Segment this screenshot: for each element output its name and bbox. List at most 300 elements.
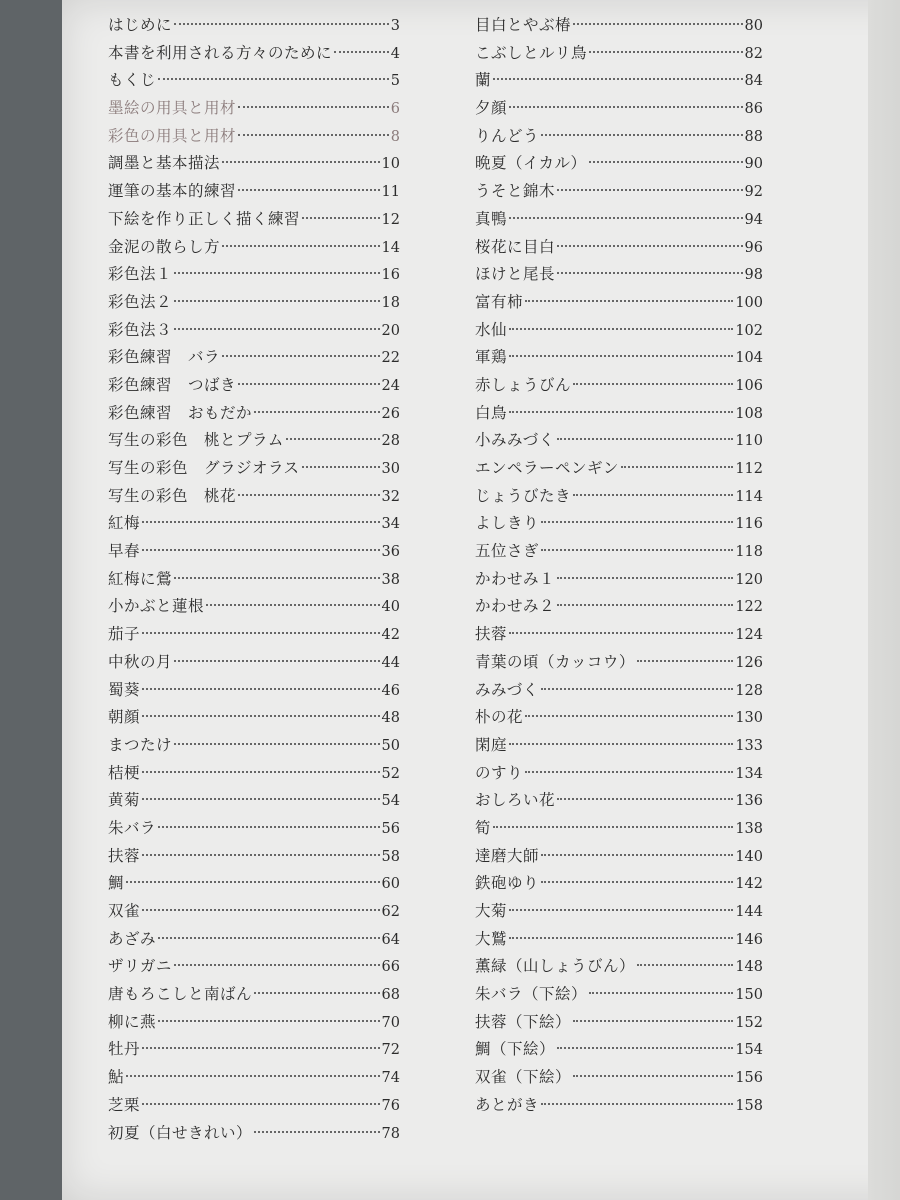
toc-entry-page: 138 <box>735 820 763 837</box>
toc-entry-title: まつたけ <box>108 735 173 754</box>
toc-entry <box>475 455 763 483</box>
toc-entry-title: 五位さぎ <box>475 542 540 561</box>
dot-leader <box>142 521 380 523</box>
toc-entry <box>108 234 400 262</box>
toc-entry <box>475 1036 763 1064</box>
toc-entry-title: 桜花に目白 <box>475 237 556 256</box>
toc-entry <box>108 760 400 788</box>
dot-leader <box>142 909 380 911</box>
toc-entry-page: 12 <box>381 211 400 228</box>
toc-entry-page: 96 <box>744 239 763 256</box>
toc-entry-page: 74 <box>381 1070 400 1087</box>
toc-entry-page: 42 <box>381 627 400 644</box>
toc-entry <box>475 760 763 788</box>
toc-entry <box>108 649 400 677</box>
toc-entry-title: 青葉の頃（カッコウ） <box>475 652 635 671</box>
toc-entry-title: かわせみ２ <box>475 597 556 616</box>
toc-entry-page: 58 <box>381 848 400 865</box>
dot-leader <box>541 134 743 136</box>
toc-entry <box>475 704 763 732</box>
toc-entry-title: 閑庭 <box>475 735 508 754</box>
dot-leader <box>509 411 733 413</box>
toc-entry <box>108 538 400 566</box>
toc-entry-page: 158 <box>735 1097 763 1114</box>
dot-leader <box>589 161 743 163</box>
toc-entry-title: はじめに <box>108 16 173 34</box>
toc-entry-page: 146 <box>735 931 763 948</box>
dot-leader <box>142 854 380 856</box>
toc-entry <box>475 234 763 262</box>
toc-entry-page: 82 <box>744 45 763 62</box>
toc-entry-page: 106 <box>735 377 763 394</box>
toc-entry-title: 小かぶと蓮根 <box>108 597 205 616</box>
toc-entry-title: あとがき <box>475 1095 540 1114</box>
toc-entry <box>475 1009 763 1037</box>
toc-entry-title: 本書を利用される方々のために <box>108 43 333 62</box>
toc-entry <box>475 677 763 705</box>
toc-entry <box>475 317 763 345</box>
dot-leader <box>222 245 380 247</box>
toc-entry <box>108 898 400 926</box>
toc-entry-page: 4 <box>390 45 400 62</box>
toc-entry-page: 6 <box>390 101 400 118</box>
dot-leader <box>142 798 380 800</box>
dot-leader <box>222 161 380 163</box>
toc-entry <box>108 483 400 511</box>
toc-entry-page: 134 <box>735 765 763 782</box>
toc-entry-title: 水仙 <box>475 320 508 339</box>
toc-entry-page: 11 <box>381 184 400 201</box>
toc-entry-title: 鮎 <box>108 1068 125 1087</box>
toc-entry-page: 50 <box>381 737 400 754</box>
dot-leader <box>302 466 380 468</box>
toc-entry <box>108 427 400 455</box>
toc-entry <box>108 206 400 234</box>
toc-entry-page: 10 <box>381 156 400 173</box>
toc-entry-page: 133 <box>735 737 763 754</box>
toc-column-right <box>475 12 763 1120</box>
toc-entry-page: 60 <box>381 876 400 893</box>
toc-entry-title: 双雀 <box>108 902 141 920</box>
toc-entry-title: もくじ <box>108 71 157 90</box>
toc-entry <box>108 40 400 68</box>
toc-entry-title: みみづく <box>475 680 539 699</box>
dot-leader <box>254 1131 380 1133</box>
toc-entry-page: 3 <box>390 18 400 34</box>
toc-entry <box>475 344 763 372</box>
toc-entry-title: 朱バラ（下絵） <box>475 985 588 1004</box>
toc-entry-page: 8 <box>390 128 400 145</box>
toc-entry-page: 154 <box>735 1042 763 1059</box>
dot-leader <box>573 23 743 25</box>
toc-entry-page: 116 <box>735 516 763 533</box>
dot-leader <box>206 604 380 606</box>
toc-entry <box>108 1120 400 1148</box>
toc-entry-page: 78 <box>381 1125 400 1142</box>
toc-entry-title: 写生の彩色 桃とプラム <box>108 431 284 450</box>
toc-entry-title: 彩色練習 おもだか <box>108 403 253 422</box>
toc-entry <box>108 787 400 815</box>
toc-entry <box>475 123 763 151</box>
dot-leader <box>302 217 380 219</box>
toc-entry <box>475 372 763 400</box>
toc-entry <box>108 372 400 400</box>
toc-entry-page: 44 <box>381 654 400 671</box>
toc-entry-title: 蜀葵 <box>108 680 141 699</box>
toc-entry-page: 92 <box>744 184 763 201</box>
toc-entry-title: 朴の花 <box>475 708 524 727</box>
toc-entry <box>108 843 400 871</box>
toc-entry-title: 鯛（下絵） <box>475 1040 556 1059</box>
toc-entry <box>475 1064 763 1092</box>
toc-entry-page: 126 <box>735 654 763 671</box>
toc-entry <box>108 1064 400 1092</box>
toc-entry <box>475 898 763 926</box>
toc-entry <box>475 621 763 649</box>
toc-entry-page: 112 <box>735 461 763 477</box>
toc-entry-page: 16 <box>381 267 400 284</box>
toc-entry <box>475 483 763 511</box>
dot-leader <box>541 688 734 690</box>
dot-leader <box>509 909 733 911</box>
toc-entry-title: じょうびたき <box>475 486 572 505</box>
toc-entry-title: こぶしとルリ鳥 <box>475 43 588 62</box>
dot-leader <box>142 632 380 634</box>
toc-entry-page: 36 <box>381 544 400 561</box>
toc-entry-page: 54 <box>381 793 400 810</box>
dot-leader <box>573 383 733 385</box>
dot-leader <box>238 189 380 191</box>
toc-entry <box>475 953 763 981</box>
toc-entry-title: あざみ <box>108 929 157 948</box>
dot-leader <box>541 1103 733 1105</box>
toc-entry <box>108 953 400 981</box>
toc-entry-page: 40 <box>381 599 400 616</box>
dot-leader <box>557 1047 733 1049</box>
dot-leader <box>541 854 733 856</box>
toc-entry-title: 彩色練習 つばき <box>108 375 237 394</box>
toc-entry-title: 茄子 <box>108 625 141 644</box>
dot-leader <box>525 771 733 773</box>
dot-leader <box>238 494 380 496</box>
toc-entry <box>108 621 400 649</box>
toc-entry-title: 夕顔 <box>475 99 508 118</box>
dot-leader <box>541 549 733 551</box>
dot-leader <box>126 1075 380 1077</box>
toc-entry <box>475 510 763 538</box>
toc-entry <box>108 926 400 954</box>
toc-entry-title: 扶蓉（下絵） <box>475 1012 572 1031</box>
toc-entry-page: 136 <box>735 793 763 810</box>
toc-entry-title: 彩色法２ <box>108 292 173 311</box>
dot-leader <box>541 521 733 523</box>
toc-entry-title: 運筆の基本的練習 <box>108 182 237 201</box>
dot-leader <box>557 189 743 191</box>
toc-entry-title: 写生の彩色 桃花 <box>108 486 237 505</box>
toc-entry <box>108 677 400 705</box>
toc-entry-title: のすり <box>475 763 524 782</box>
toc-entry <box>108 150 400 178</box>
toc-entry <box>475 593 763 621</box>
toc-entry-page: 76 <box>381 1097 400 1114</box>
toc-entry-title: 扶蓉 <box>108 846 141 865</box>
toc-entry <box>108 317 400 345</box>
dot-leader <box>142 771 380 773</box>
toc-entry-page: 28 <box>381 433 400 450</box>
toc-entry <box>108 593 400 621</box>
toc-entry <box>475 289 763 317</box>
dot-leader <box>637 660 733 662</box>
toc-entry <box>108 510 400 538</box>
toc-entry-page: 140 <box>735 848 763 865</box>
toc-entry-title: 調墨と基本描法 <box>108 154 221 173</box>
toc-entry-title: おしろい花 <box>475 791 556 810</box>
toc-entry-title: 鉄砲ゆり <box>475 874 540 893</box>
toc-entry <box>108 344 400 372</box>
toc-entry-title: 芝栗 <box>108 1095 141 1114</box>
toc-entry-title: 小みみづく <box>475 431 555 450</box>
toc-entry <box>108 815 400 843</box>
page-edge <box>868 0 900 1200</box>
toc-entry-title: かわせみ１ <box>475 569 556 588</box>
toc-entry-title: 彩色法３ <box>108 320 173 339</box>
toc-entry-page: 114 <box>735 488 763 505</box>
toc-entry-title: 目白とやぶ椿 <box>475 16 572 34</box>
toc-entry-title: 大菊 <box>475 902 508 920</box>
toc-entry-page: 64 <box>381 931 400 948</box>
toc-entry-title: 彩色法１ <box>108 265 173 284</box>
toc-entry-page: 24 <box>381 377 400 394</box>
dot-leader <box>509 632 733 634</box>
toc-entry <box>475 815 763 843</box>
toc-entry-page: 80 <box>744 18 763 34</box>
dot-leader <box>589 51 743 53</box>
toc-entry <box>108 455 400 483</box>
toc-entry <box>475 67 763 95</box>
toc-entry-page: 34 <box>381 516 400 533</box>
toc-entry-title: 彩色の用具と用材 <box>108 126 237 145</box>
toc-column-left <box>108 12 400 1147</box>
toc-entry <box>475 538 763 566</box>
dot-leader <box>174 743 380 745</box>
dot-leader <box>286 438 380 440</box>
toc-entry-page: 84 <box>744 73 763 90</box>
dot-leader <box>174 272 380 274</box>
dot-leader <box>509 217 743 219</box>
toc-entry-page: 22 <box>381 350 400 367</box>
toc-entry-page: 130 <box>735 710 763 727</box>
toc-entry-title: 富有柿 <box>475 292 524 311</box>
toc-entry-title: 達磨大師 <box>475 846 540 865</box>
dot-leader <box>573 494 733 496</box>
toc-entry-page: 18 <box>381 294 400 311</box>
toc-entry-title: 薫緑（山しょうびん） <box>475 957 636 976</box>
toc-entry-page: 48 <box>381 710 400 727</box>
dot-leader <box>589 992 733 994</box>
toc-entry <box>108 289 400 317</box>
toc-entry-page: 148 <box>735 959 763 976</box>
toc-entry-page: 142 <box>735 876 763 893</box>
dot-leader <box>525 300 733 302</box>
dot-leader <box>573 1020 733 1022</box>
toc-entry <box>108 566 400 594</box>
toc-entry <box>475 787 763 815</box>
toc-entry-page: 128 <box>735 682 763 699</box>
dot-leader <box>238 134 389 136</box>
toc-entry-page: 124 <box>735 627 763 644</box>
toc-entry-title: 初夏（白せきれい） <box>108 1123 253 1142</box>
toc-entry-title: 写生の彩色 グラジオラス <box>108 459 300 477</box>
dot-leader <box>525 715 733 717</box>
dot-leader <box>158 937 380 939</box>
toc-entry <box>108 95 400 123</box>
toc-entry-title: 中秋の月 <box>108 652 173 671</box>
dot-leader <box>158 826 380 828</box>
toc-entry <box>475 261 763 289</box>
dot-leader <box>222 355 380 357</box>
toc-entry-page: 102 <box>735 322 763 339</box>
toc-entry-title: 大鷲 <box>475 929 508 948</box>
dot-leader <box>142 715 380 717</box>
dot-leader <box>334 51 389 53</box>
toc-entry-page: 70 <box>381 1014 400 1031</box>
toc-entry-title: 墨絵の用具と用材 <box>108 99 237 118</box>
toc-entry <box>475 427 763 455</box>
toc-entry-title: 金泥の散らし方 <box>108 237 221 256</box>
toc-entry-title: ほけと尾長 <box>475 265 556 284</box>
toc-entry-page: 30 <box>381 461 400 477</box>
dot-leader <box>142 688 380 690</box>
toc-entry-title: 紅梅に鶯 <box>108 569 173 588</box>
dot-leader <box>238 383 380 385</box>
toc-entry-title: 白鳥 <box>475 403 508 422</box>
dot-leader <box>637 964 733 966</box>
toc-entry-page: 110 <box>735 433 763 450</box>
dot-leader <box>541 881 733 883</box>
toc-entry-page: 150 <box>735 987 763 1004</box>
toc-entry-page: 32 <box>381 488 400 505</box>
toc-entry-title: よしきり <box>475 514 540 533</box>
toc-entry-page: 104 <box>735 350 763 367</box>
dot-leader <box>509 937 733 939</box>
toc-entry-page: 26 <box>381 405 400 422</box>
toc-entry-title: エンペラーペンギン <box>475 459 619 477</box>
dot-leader <box>142 1103 380 1105</box>
toc-entry <box>108 67 400 95</box>
toc-entry-title: 扶蓉 <box>475 625 508 644</box>
dot-leader <box>254 992 380 994</box>
dot-leader <box>142 549 380 551</box>
toc-entry-page: 100 <box>735 294 763 311</box>
toc-entry-title: 彩色練習 バラ <box>108 348 221 367</box>
dot-leader <box>493 78 743 80</box>
toc-entry <box>475 843 763 871</box>
toc-entry-title: 柳に燕 <box>108 1012 157 1031</box>
toc-entry <box>475 649 763 677</box>
dot-leader <box>142 1047 380 1049</box>
dot-leader <box>174 300 380 302</box>
dot-leader <box>557 577 733 579</box>
toc-entry <box>475 566 763 594</box>
toc-entry-page: 72 <box>381 1042 400 1059</box>
toc-entry-page: 120 <box>735 571 763 588</box>
toc-entry <box>108 12 400 40</box>
toc-entry <box>475 95 763 123</box>
toc-entry-title: 黄菊 <box>108 791 141 810</box>
toc-entry <box>475 12 763 40</box>
toc-entry-title: 軍鶏 <box>475 348 508 367</box>
toc-entry-page: 94 <box>744 211 763 228</box>
toc-entry <box>475 150 763 178</box>
dot-leader <box>573 1075 733 1077</box>
dot-leader <box>557 438 734 440</box>
toc-entry <box>108 704 400 732</box>
dot-leader <box>174 577 380 579</box>
toc-entry-page: 86 <box>744 101 763 118</box>
toc-entry-title: ザリガニ <box>108 957 172 976</box>
toc-entry <box>475 732 763 760</box>
toc-entry-page: 66 <box>381 959 400 976</box>
toc-entry-title: 赤しょうびん <box>475 375 572 394</box>
toc-entry-title: 双雀（下絵） <box>475 1068 572 1087</box>
dot-leader <box>557 245 743 247</box>
toc-entry-title: 桔梗 <box>108 763 141 782</box>
toc-entry-page: 144 <box>735 904 763 920</box>
dot-leader <box>493 826 733 828</box>
toc-entry <box>108 1009 400 1037</box>
dot-leader <box>557 604 733 606</box>
toc-entry <box>475 870 763 898</box>
dot-leader <box>509 106 743 108</box>
dot-leader <box>174 660 380 662</box>
toc-entry-title: 筍 <box>475 818 492 837</box>
toc-entry <box>108 1036 400 1064</box>
toc-entry <box>475 400 763 428</box>
dot-leader <box>126 881 380 883</box>
dot-leader <box>238 106 389 108</box>
toc-entry-title: うそと錦木 <box>475 182 556 201</box>
toc-entry <box>108 400 400 428</box>
toc-entry-title: 早春 <box>108 542 141 561</box>
toc-entry <box>108 123 400 151</box>
dot-leader <box>174 328 380 330</box>
toc-entry-page: 52 <box>381 765 400 782</box>
toc-entry-page: 56 <box>381 820 400 837</box>
toc-entry <box>475 1092 763 1120</box>
toc-entry-page: 5 <box>390 73 400 90</box>
toc-entry <box>108 870 400 898</box>
toc-entry-page: 38 <box>381 571 400 588</box>
toc-entry <box>475 926 763 954</box>
toc-entry-page: 68 <box>381 987 400 1004</box>
toc-entry-title: 真鴨 <box>475 209 508 228</box>
dot-leader <box>174 23 389 25</box>
dot-leader <box>557 272 743 274</box>
toc-entry-title: 鯛 <box>108 874 125 893</box>
toc-entry-title: 紅梅 <box>108 514 141 533</box>
toc-entry-page: 118 <box>735 544 763 561</box>
toc-entry-page: 62 <box>381 904 400 920</box>
toc-entry-title: 下絵を作り正しく描く練習 <box>108 209 301 228</box>
toc-entry-title: りんどう <box>475 126 540 145</box>
toc-entry-page: 88 <box>744 128 763 145</box>
toc-entry-page: 20 <box>381 322 400 339</box>
toc-entry-page: 156 <box>735 1070 763 1087</box>
toc-entry-title: 唐もろこしと南ばん <box>108 985 253 1004</box>
dot-leader <box>509 355 733 357</box>
toc-entry <box>108 1092 400 1120</box>
dot-leader <box>158 1020 380 1022</box>
